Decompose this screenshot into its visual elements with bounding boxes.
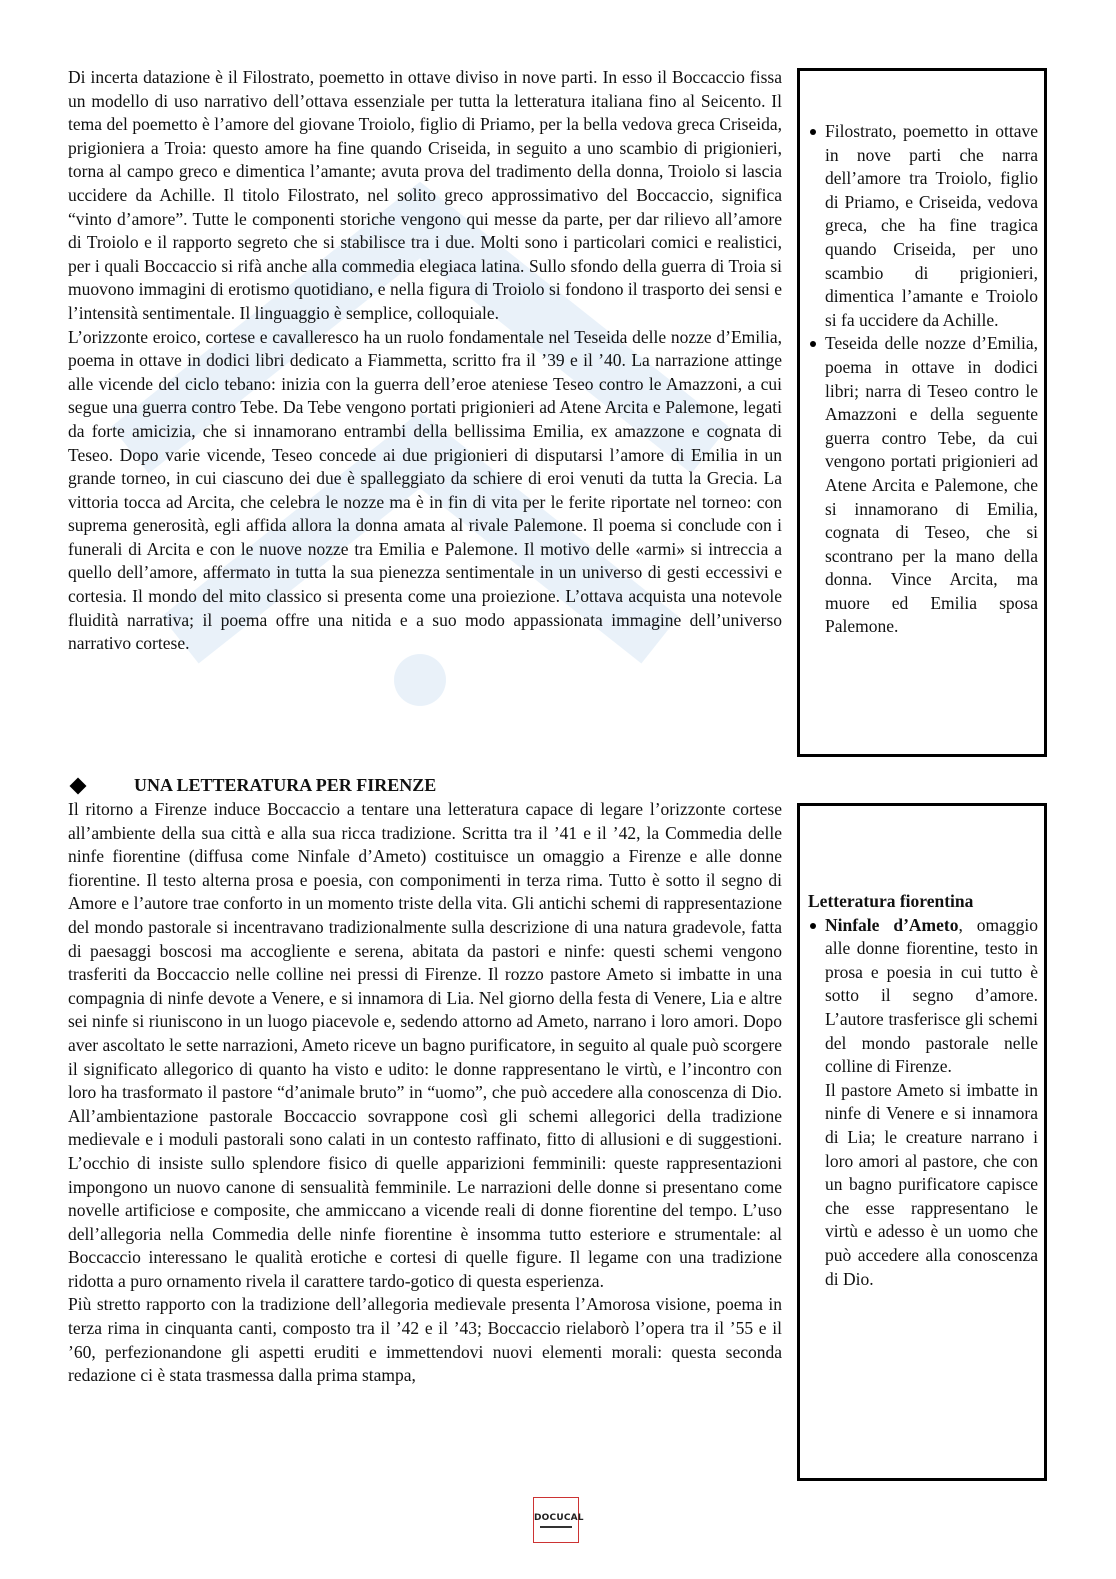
main-text-top — [68, 66, 782, 656]
logo-text: DOCUCAL — [534, 1513, 584, 1523]
summary-item-ninfale-text: , omaggio alle donne fiorentine, testo in prosa e poesia in cui tutto è sotto il segno d’amore. L’autore trasferisce gli schemi del mondo pastorale nelle colline di Firenze. — [825, 914, 1038, 1077]
diamond-bullet-icon — [70, 778, 87, 795]
summary-list-1 — [808, 120, 1038, 639]
summary-item-ninfale-title: Ninfale d’Ameto — [825, 914, 959, 935]
logo-bar — [540, 1526, 572, 1528]
summary-box-title: Letteratura fiorentina — [808, 891, 974, 911]
summary-continuation: Il pastore Ameto si imbatte in ninfe di Venere e si innamora di Lia; le creature narrano i loro amori al pastore, che con un bagno purificatore capisce che esse rappresentano le virtù e adesso è un uomo che può accedere alla conoscenza di Dio. — [825, 1079, 1038, 1289]
paragraph-teseida: L’orizzonte eroico, cortese e cavalleresco ha un ruolo fondamentale nel Teseida delle nozze d’Emilia, poema in ottave in dodici libri dedicato a Fiammetta, scritto fra il ’39 e il ’40. La narrazione attinge alle vicende del ciclo tebano: inizia con la guerra dell’eroe ateniese Teseo contro le Amazzoni, a cui segue una guerra contro Tebe. Da Tebe vengono portati prigionieri ad Atene Arcita e Palemone, legati da forte amicizia, che si innamorano entrambi della bellissima Emilia, ex amazzone e cognata di Teseo. Dopo varie vicende, Teseo concede ai due prigionieri di disputarsi l’amore di Emilia in un grande torneo, in cui ciascuno dei due è spalleggiato da schiere di eroi venuti da tutta la Grecia. La vittoria tocca ad Arcita, che celebra le nozze ma è in fin di vita per le ferite riportate nel torneo: con suprema generosità, egli affida allora la donna amata al rivale Palemone. Il poema si conclude con i funerali di Arcita e con le nuove nozze tra Emilia e Palemone. Il motivo delle «armi» si intreccia a quello dell’amore, affermato in tutta la sua pienezza sentimentale in un universo di gesti eccessivi e cortesia. Il mondo del mito classico si presenta come una proiezione. L’ottava acquista una notevole fluidità narrativa; il poema offre una nitida e a suo modo appassionata immagine dell’universo narrativo cortese. — [68, 326, 782, 654]
main-text-bottom — [68, 774, 782, 1388]
summary-box-2 — [797, 803, 1047, 1481]
section-heading — [68, 774, 782, 798]
paragraph-ninfale: Il ritorno a Firenze induce Boccaccio a tentare una letteratura capace di legare l’orizzonte cortese all’ambiente della sua città e alla sua ricca tradizione. Scritta tra il ’41 e il ’42, la Commedia delle ninfe fiorentine (diffusa come Ninfale d’Ameto) costituisce un omaggio a Firenze e alle donne fiorentine. Il testo alterna prosa e poesia, con componimenti in terza rima. Tutto è sotto il segno di Amore e l’autore trae conforto in un momento triste della vita. Gli antichi schemi di rappresentazione del mondo pastorale si incentravano tradizionalmente sulla descrizione di una natura gradevole, fatta di paesaggi boscosi ma accogliente e serena, abitata da pastori e ninfe: questi schemi vengono trasferiti da Boccaccio nelle colline nei pressi di Firenze. Il rozzo pastore Ameto si imbatte in una compagnia di ninfe devote a Venere, e si innamora di Lia. Nel giorno della festa di Venere, Lia e altre sei ninfe si riuniscono in un luogo piacevole e, sedendo attorno ad Ameto, narrano i loro amori. Dopo aver ascoltato le sette narrazioni, Ameto riceve un bagno purificatore, in seguito al quale può scorgere il significato allegorico di quanto ha visto e udito: le donne rappresentano le virtù, e l’incontro con loro ha trasformato il pastore “d’animale bruto” in “uomo”, che può accedere alla conoscenza di Dio. All’ambientazione pastorale Boccaccio sovrappone così gli schemi allegorici della tradizione medievale e i moduli pastorali sono calati in un contesto raffinato, fitto di allusioni e di suggestioni. L’occhio di insiste sullo splendore fisico di quelle apparizioni femminili: queste rappresentazioni impongono un nuovo canone di sensualità femminile. Le narrazioni delle donne si presentano come novelle artificiose e composite, che ammiccano a vicende reali di donne fiorentine del tempo. L’uso dell’allegoria nella Commedia delle ninfe fiorentine è insomma tutto esteriore e strumentale: al Boccaccio interessano le qualità erotiche e cortesi di quelle figure. Il legame con una tradizione ridotta a puro ornamento rivela il carattere tardo-gotico di questa esperienza. — [68, 799, 782, 1291]
summary-item-teseida: Teseida delle nozze d’Emilia, poema in ottave in dodici libri; narra di Teseo contro le Amazzoni e della seguente guerra contro Tebe, da cui vengono portati prigionieri ad Atene Arcita e Palemone, che si innamorano di Emilia, cognata di Teseo, che si scontrano per la mano della donna. Vince Arcita, ma muore ed Emilia sposa Palemone. — [808, 332, 1038, 639]
section-heading-text: UNA LETTERATURA PER FIRENZE — [134, 775, 437, 796]
paragraph-filostrato: Di incerta datazione è il Filostrato, poemetto in ottave diviso in nove parti. In esso il Boccaccio fissa un modello di uso narrativo dell’ottava essenziale per tutta la letteratura italiana fino al Seicento. Il tema del poemetto è l’amore del giovane Troiolo, figlio di Priamo, per la bella vedova greca Criseida, prigioniera a Troia: questo amore ha fine quando Criseida, in seguito a uno scambio di prigionieri, torna al campo greco e dimentica l’amante; avuta prova del tradimento della donna, Troiolo si lascia uccidere da Achille. Il titolo Filostrato, nel solito greco approssimativo del Boccaccio, significa “vinto d’amore”. Tutte le componenti storiche vengono qui messe da parte, per dar rilievo all’amore di Troiolo e il rapporto segreto che si stabilisce tra i due. Molti sono i particolari comici e realistici, per i quali Boccaccio si rifà anche alla commedia elegiaca latina. Sullo sfondo della guerra di Troia si muovono immagini di erotismo quotidiano, e nella figura di Troiolo si fondono il trasporto dei sensi e l’intensità sentimentale. Il linguaggio è semplice, colloquiale. — [68, 67, 782, 323]
summary-item-filostrato: Filostrato, poemetto in ottave in nove parti che narra dell’amore tra Troiolo, figlio di Priamo, e Criseida, vedova greca, che ha fine tragica quando Criseida, per uno scambio di prigionieri, dimentica l’amante e Troiolo si fa uccidere da Achille. — [808, 120, 1038, 332]
summary-list-2 — [808, 914, 1038, 1079]
docucal-logo — [533, 1497, 584, 1543]
paragraph-amorosa-visione: Più stretto rapporto con la tradizione dell’allegoria medievale presenta l’Amorosa visione, poema in terza rima in cinquanta canti, composto tra il ’42 e il ’43; Boccaccio rielaborò l’opera tra il ’55 e il ’60, perfezionandone gli aspetti eruditi e immettendovi nuovi elementi morali: questa seconda redazione ci è stata trasmessa dalla prima stampa, — [68, 1294, 782, 1386]
summary-box-1 — [797, 68, 1047, 757]
summary-item-ninfale — [808, 914, 1038, 1079]
